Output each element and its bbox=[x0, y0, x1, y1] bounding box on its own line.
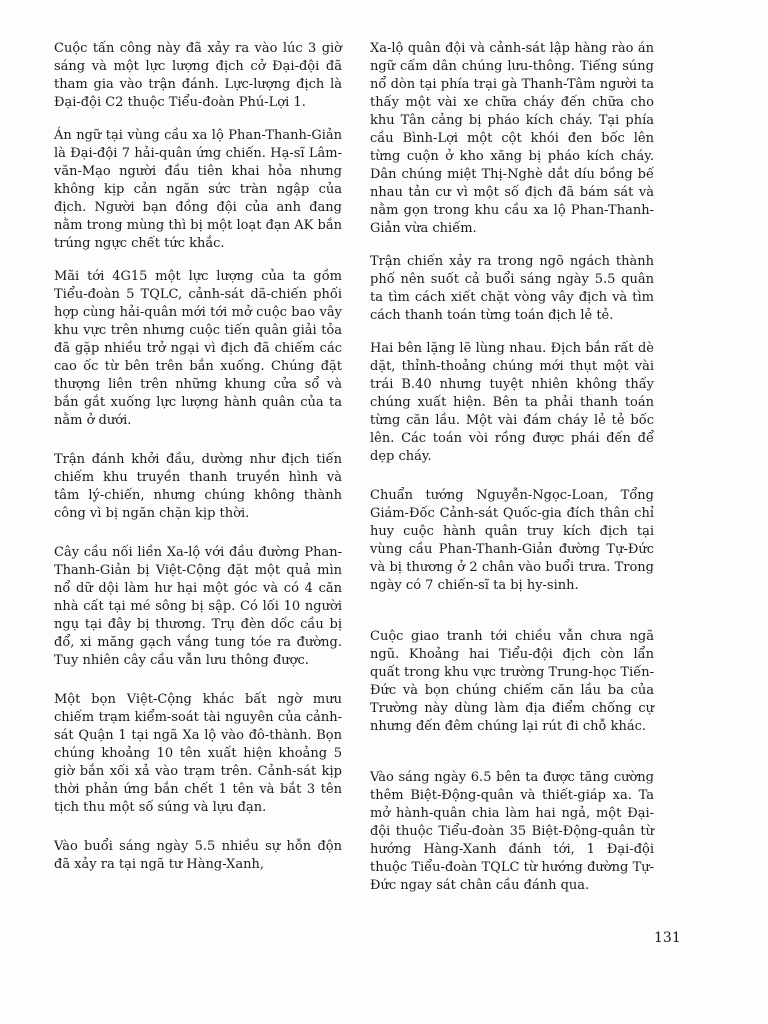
paragraph: Vào sáng ngày 6.5 bên ta được tăng cường thêm Biệt-Động-quân và thiết-giáp xa. Ta mở hành-quân chia làm hai ngả, một Đại-đội thuộc Tiểu-đoàn 35 Biệt-Động-quân từ hướng Hàng-Xanh đánh tới, 1 Đại-đội thuộc Tiểu-đoàn TQLC từ hướng đường Tự-Đức ngay sát chân cầu đánh qua. bbox=[370, 770, 654, 893]
left-column bbox=[54, 40, 342, 874]
paragraph: Chuẩn tướng Nguyễn-Ngọc-Loan, Tổng Giám-Đốc Cảnh-sát Quốc-gia đích thân chỉ huy cuộc hành quân truy kích địch tại vùng cầu Phan-Thanh-Giản đường Tự-Đức và bị thương ở 2 chân vào buổi trưa. Trong ngày có 7 chiến-sĩ ta bị hy-sinh. bbox=[370, 488, 654, 593]
paragraph: Cuộc giao tranh tới chiều vẫn chưa ngã ngũ. Khoảng hai Tiểu-đội địch còn lẩn quất trong khu vực trường Trung-học Tiến-Đức và bọn chúng chiếm căn lầu ba của Trường này dùng làm địa điểm chống cự nhưng đến đêm chúng lại rút đi chỗ khác. bbox=[370, 629, 655, 734]
paragraph: Vào buổi sáng ngày 5.5 nhiều sự hỗn độn đã xảy ra tại ngã tư Hàng-Xanh, bbox=[54, 839, 342, 872]
paragraph: Hai bên lặng lẽ lùng nhau. Địch bắn rất dè dặt, thỉnh-thoảng chúng mới thụt một vài trái B.40 nhưng tuyệt nhiên không thấy chúng xuất hiện. Bên ta phải thanh toán từng căn lầu. Một vài đám cháy lẻ tẻ bốc lên. Các toán vòi rồng được phái đến để dẹp cháy. bbox=[370, 341, 654, 464]
paragraph: Cây cầu nối liền Xa-lộ với đầu đường Phan-Thanh-Giản bị Việt-Cộng đặt một quả mìn nổ dữ dội làm hư hại một góc và có 4 căn nhà cất tại mé sông bị sập. Có lối 10 người ngụ tại đây bị thương. Trụ đèn dốc cầu bị đổ, xi măng gạch vắng tung tóe ra đường. Tuy nhiên cây cầu vẫn lưu thông được. bbox=[54, 545, 342, 668]
paragraph: Án ngữ tại vùng cầu xa lộ Phan-Thanh-Giản là Đại-đội 7 hải-quân ứng chiến. Hạ-sĩ Lâm-văn-Mạo người đầu tiên khai hỏa nhưng không kịp cản ngăn sức tràn ngập của địch. Người bạn đồng đội của anh đang nằm trong mùng thì bị một loạt đạn AK bắn trúng ngực chết tức khắc. bbox=[54, 128, 342, 251]
paragraph: Trận chiến xảy ra trong ngõ ngách thành phố nên suốt cả buổi sáng ngày 5.5 quân ta tìm cách xiết chặt vòng vây địch và tìm cách thanh toán từng toán địch lẻ tẻ. bbox=[370, 254, 654, 323]
paragraph: Một bọn Việt-Cộng khác bất ngờ mưu chiếm trạm kiểm-soát tài nguyên của cảnh-sát Quận 1 tại ngã Xa lộ vào đô-thành. Bọn chúng khoảng 10 tên xuất hiện khoảng 5 giờ bắn xối xả vào trạm trên. Cảnh-sát kịp thời phản ứng bắn chết 1 tên và bắt 3 tên tịch thu một số súng và lựu đạn. bbox=[54, 692, 342, 815]
paragraph: Xa-lộ quân đội và cảnh-sát lập hàng rào án ngữ cấm dân chúng lưu-thông. Tiếng súng nổ dòn tại phía trại gà Thanh-Tâm người ta thấy một vài xe chữa cháy đến chữa cho khu Tân cảng bị pháo kích cháy. Tại phía cầu Bình-Lợi một cột khói đen bốc lên từng cuộn ở kho xăng bị pháo kích cháy. Dân chúng miệt Thị-Nghè dắt díu bồng bế nhau tản cư vì một số địch đã bám sát và nằm gọn trong khu cầu xa lộ Phan-Thanh-Giản vừa chiếm. bbox=[370, 41, 654, 236]
page-number: 131 bbox=[654, 930, 681, 946]
right-column bbox=[370, 40, 654, 895]
paragraph: Cuộc tấn công này đã xảy ra vào lúc 3 giờ sáng và một lực lượng địch cở Đại-đội đã tham gia vào trận đánh. Lực-lượng địch là Đại-đội C2 thuộc Tiểu-đoàn Phú-Lợi 1. bbox=[54, 41, 342, 110]
paragraph: Trận đánh khởi đầu, dường như địch tiến chiếm khu truyền thanh truyền hình và tâm lý-chiến, nhưng chúng không thành công vì bị ngăn chặn kịp thời. bbox=[54, 452, 342, 521]
paragraph: Mãi tới 4G15 một lực lượng của ta gồm Tiểu-đoàn 5 TQLC, cảnh-sát dã-chiến phối hợp cùng hải-quân mới tới mở cuộc bao vây khu vực trên nhưng cuộc tiến quân giải tỏa đã gặp nhiều trở ngại vì địch đã chiếm các cao ốc từ bên trên bắn xuống. Chúng đặt thượng liên trên những khung cửa sổ và bắn gắt xuống lực lượng hành quân của ta nằm ở dưới. bbox=[54, 269, 342, 428]
